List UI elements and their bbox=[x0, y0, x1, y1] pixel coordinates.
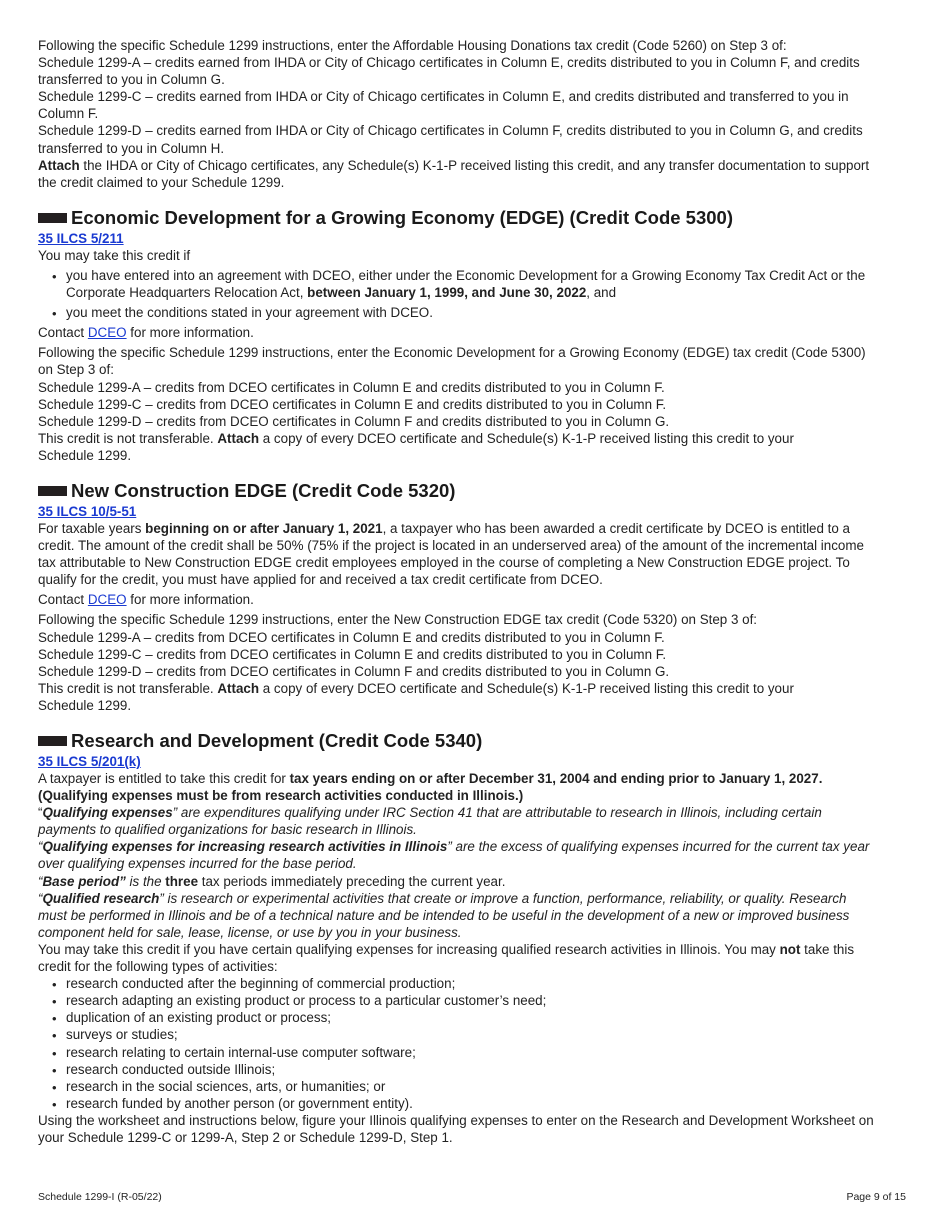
definition-line: must be performed in Illinois and be of a technical nature and be intended to be useful in the development of a new or improved business bbox=[38, 907, 850, 923]
intro-line: transferred to you in Column G. bbox=[38, 72, 225, 88]
affordable-housing-continuation bbox=[38, 37, 912, 191]
paragraph-line: credit for the following types of activities: bbox=[38, 959, 278, 975]
paragraph-line: A taxpayer is entitled to take this credit for tax years ending on or after December 31, 2004 and ending prior to January 1, 2027. bbox=[38, 771, 823, 786]
list-item: • research relating to certain internal-use computer software; bbox=[66, 1044, 912, 1061]
step-line: Following the specific Schedule 1299 instructions, enter the Economic Development for a Growing Economy (EDGE) tax credit (Code 5300) bbox=[38, 345, 866, 361]
section-bar-icon bbox=[38, 213, 67, 223]
paragraph-line: credit. The amount of the credit shall be 50% (75% if the project is located in an underserved area) of the amount of the incremental income bbox=[38, 538, 864, 554]
definition-line: component held for sale, lease, license, or use by you in your business. bbox=[38, 924, 462, 940]
not-transferable-end: Schedule 1299. bbox=[38, 697, 132, 713]
section-bar-icon bbox=[38, 736, 67, 746]
intro-line: Following the specific Schedule 1299 instructions, enter the Affordable Housing Donations tax credit (Code 5260) on Step 3 of: bbox=[38, 38, 787, 53]
definition-line: over qualifying expenses incurred for the base period. bbox=[38, 856, 357, 872]
dceo-link[interactable]: DCEO bbox=[87, 325, 127, 341]
take-if-text: You may take this credit if bbox=[38, 247, 191, 263]
list-item: • research conducted outside Illinois; bbox=[66, 1061, 912, 1078]
paragraph-line: tax attributable to New Construction EDGE credit employees employed in the course of completing a New Construction EDGE project. To bbox=[38, 555, 850, 571]
list-item: • you have entered into an agreement with DCEO, either under the Economic Development for a Growing Economy Tax Credit Act or the Corporate Headquarters Relocation Act, between January 1, 1999, and June 30, 2022, and bbox=[66, 267, 912, 301]
dceo-link[interactable]: DCEO bbox=[87, 592, 127, 608]
list-item: • duplication of an existing product or process; bbox=[66, 1009, 912, 1026]
step-line: Schedule 1299-A – credits from DCEO certificates in Column E and credits distributed to you in Column F. bbox=[38, 379, 665, 395]
list-item: • you meet the conditions stated in your agreement with DCEO. bbox=[66, 304, 912, 321]
list-item: • surveys or studies; bbox=[66, 1026, 912, 1043]
list-item: • research adapting an existing product or process to a particular customer’s need; bbox=[66, 992, 912, 1009]
statute-link[interactable]: 35 ILCS 5/201(k) bbox=[38, 754, 141, 769]
section-bar-icon bbox=[38, 486, 67, 496]
paragraph-line: your Schedule 1299-C or 1299-A, Step 2 or Schedule 1299-D, Step 1. bbox=[38, 1129, 453, 1145]
step-line: Schedule 1299-C – credits from DCEO certificates in Column E and credits distributed to you in Column F. bbox=[38, 396, 667, 412]
section-heading-edge: Economic Development for a Growing Economy (EDGE) (Credit Code 5300) bbox=[38, 207, 912, 229]
definition-increasing-research: “Qualifying expenses for increasing research activities in Illinois” are the excess of qualifying expenses incurred for the current tax year bbox=[38, 839, 870, 855]
paragraph-line: (Qualifying expenses must be from research activities conducted in Illinois.) bbox=[38, 788, 524, 804]
attach-paragraph: Attach the IHDA or City of Chicago certificates, any Schedule(s) K-1-P received listing this credit, and any transfer documentation to support bbox=[38, 157, 870, 173]
intro-line: Column F. bbox=[38, 106, 99, 122]
excluded-activities-list bbox=[38, 975, 912, 1112]
document-page bbox=[38, 37, 912, 1146]
attach-paragraph-end: the credit claimed to your Schedule 1299. bbox=[38, 174, 285, 190]
list-item: • research funded by another person (or government entity). bbox=[66, 1095, 912, 1112]
definition-qualified-research: “Qualified research” is research or experimental activities that create or improve a function, performance, reliability, or quality. Research bbox=[38, 890, 847, 906]
intro-line: Schedule 1299-A – credits earned from IHDA or City of Chicago certificates in Column E, credits distributed to you in Column F, and credits bbox=[38, 55, 860, 71]
statute-ref-research bbox=[38, 753, 912, 770]
step-line: Following the specific Schedule 1299 instructions, enter the New Construction EDGE tax credit (Code 5320) on Step 3 of: bbox=[38, 612, 758, 628]
contact-line: Contact DCEO for more information. bbox=[38, 325, 254, 341]
paragraph-line: For taxable years beginning on or after January 1, 2021, a taxpayer who has been awarded a credit certificate by DCEO is entitled to a bbox=[38, 520, 850, 536]
step-line: Schedule 1299-D – credits from DCEO certificates in Column F and credits distributed to you in Column G. bbox=[38, 663, 670, 679]
step-line: Schedule 1299-C – credits from DCEO certificates in Column E and credits distributed to you in Column F. bbox=[38, 646, 667, 662]
statute-ref-edge bbox=[38, 230, 912, 247]
definition-line: payments to qualified organizations for basic research in Illinois. bbox=[38, 822, 417, 838]
paragraph-line: Using the worksheet and instructions below, figure your Illinois qualifying expenses to enter on the Research and Development Worksheet on bbox=[38, 1112, 874, 1128]
step-line: Schedule 1299-D – credits from DCEO certificates in Column F and credits distributed to you in Column G. bbox=[38, 413, 670, 429]
footer-page-number: Page 9 of 15 bbox=[846, 1191, 906, 1203]
list-item: • research in the social sciences, arts, or humanities; or bbox=[66, 1078, 912, 1095]
intro-line: Schedule 1299-D – credits earned from IHDA or City of Chicago certificates in Column F, credits distributed to you in Column G, and credits bbox=[38, 123, 863, 139]
statute-link[interactable]: 35 ILCS 5/211 bbox=[38, 230, 124, 246]
section-heading-new-construction: New Construction EDGE (Credit Code 5320) bbox=[38, 480, 912, 502]
footer-form-id: Schedule 1299-I (R-05/22) bbox=[38, 1191, 162, 1203]
section-heading-research: Research and Development (Credit Code 5340) bbox=[38, 730, 912, 752]
step-line: Schedule 1299-A – credits from DCEO certificates in Column E and credits distributed to you in Column F. bbox=[38, 629, 665, 645]
list-item: • research conducted after the beginning of commercial production; bbox=[66, 975, 912, 992]
intro-line: Schedule 1299-C – credits earned from IHDA or City of Chicago certificates in Column E, and credits distributed and transferred to you in bbox=[38, 89, 849, 105]
not-transferable-end: Schedule 1299. bbox=[38, 447, 132, 463]
definition-base-period: “Base period” is the three tax periods immediately preceding the current year. bbox=[38, 873, 506, 889]
paragraph-line: You may take this credit if you have certain qualifying expenses for increasing qualified research activities in Illinois. You may not take this bbox=[38, 941, 855, 957]
paragraph-line: qualify for the credit, you must have applied for and received a tax credit certificate from DCEO. bbox=[38, 572, 603, 588]
intro-line: transferred to you in Column H. bbox=[38, 140, 225, 156]
not-transferable-line: This credit is not transferable. Attach a copy of every DCEO certificate and Schedule(s) K-1-P received listing this credit to your bbox=[38, 430, 794, 446]
statute-link[interactable]: 35 ILCS 10/5-51 bbox=[38, 503, 137, 519]
contact-line: Contact DCEO for more information. bbox=[38, 592, 254, 608]
edge-conditions-list bbox=[38, 267, 912, 321]
statute-ref-new-construction bbox=[38, 503, 912, 520]
definition-qualifying-expenses: “Qualifying expenses” are expenditures qualifying under IRC Section 41 that are attributable to research in Illinois, including certain bbox=[38, 805, 822, 821]
not-transferable-line: This credit is not transferable. Attach a copy of every DCEO certificate and Schedule(s) K-1-P received listing this credit to your bbox=[38, 680, 794, 696]
step-line: on Step 3 of: bbox=[38, 362, 114, 378]
